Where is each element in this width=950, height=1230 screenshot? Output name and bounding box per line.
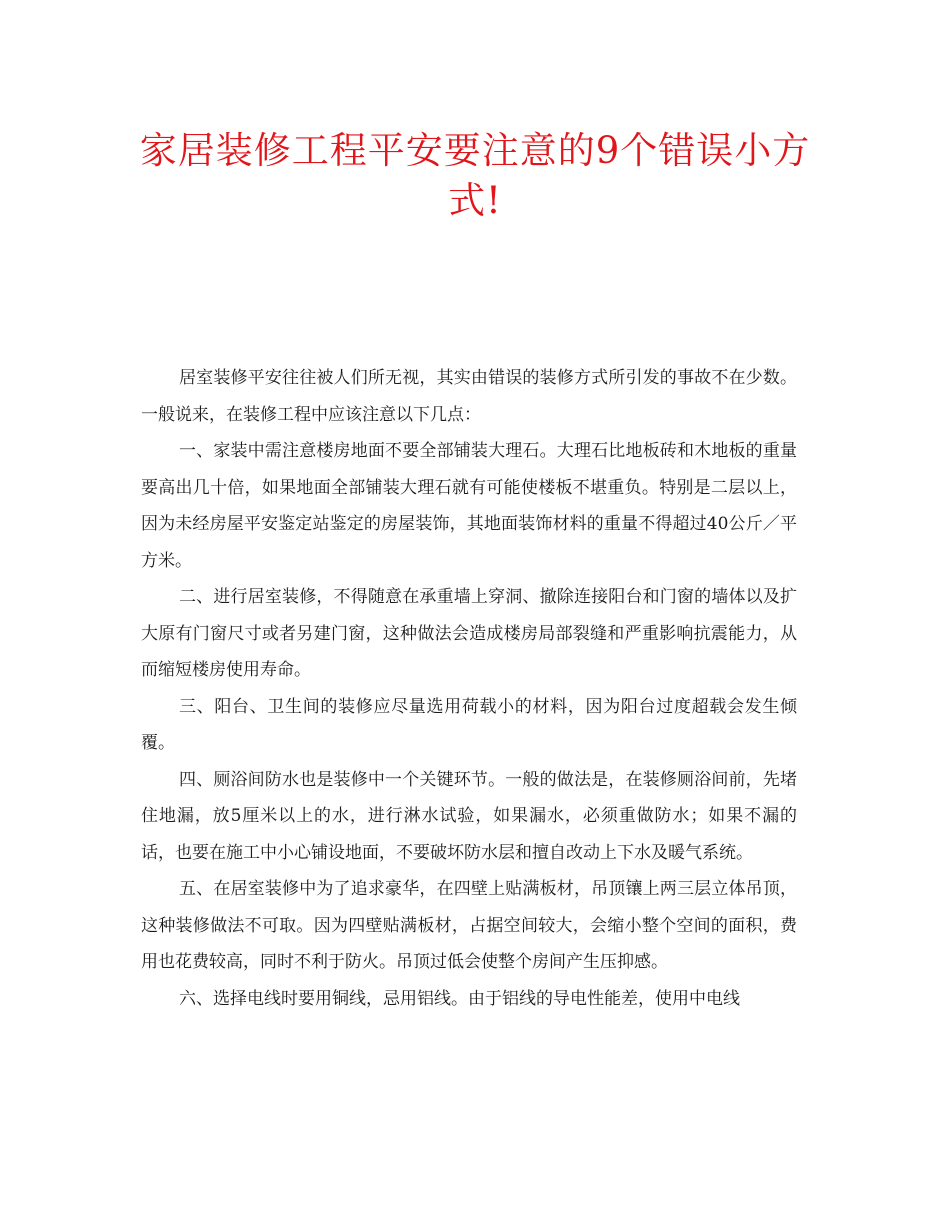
paragraph-item-2: 二、进行居室装修，不得随意在承重墙上穿洞、撤除连接阳台和门窗的墙体以及扩大原有门窗尺寸或者另建门窗，这种做法会造成楼房局部裂缝和严重影响抗震能力，从而缩短楼房使用寿命。 [141, 587, 797, 680]
paragraph-item-1: 一、家装中需注意楼房地面不要全部铺装大理石。大理石比地板砖和木地板的重量要高出几十倍，如果地面全部铺装大理石就有可能使楼板不堪重负。特别是二层以上，因为未经房屋平安鉴定站鉴定的房屋装饰，其地面装饰材料的重量不得超过40公斤／平方米。 [141, 441, 797, 571]
paragraph-item-6: 六、选择电线时要用铜线，忌用铝线。由于铝线的导电性能差，使用中电线 [179, 988, 740, 1009]
paragraph-item-4: 四、厕浴间防水也是装修中一个关键环节。一般的做法是，在装修厕浴间前，先堵住地漏，放5厘米以上的水，进行淋水试验，如果漏水，必须重做防水；如果不漏的话，也要在施工中小心铺设地面，不要破坏防水层和擅自改动上下水及暖气系统。 [141, 769, 797, 863]
paragraph-intro: 居室装修平安往往被人们所无视，其实由错误的装修方式所引发的事故不在少数。一般说来，在装修工程中应该注意以下几点： [141, 368, 797, 425]
document-title: 家居装修工程平安要注意的9个错误小方式! [139, 129, 811, 222]
paragraph-item-3: 三、阳台、卫生间的装修应尽量选用荷载小的材料，因为阳台过度超载会发生倾覆。 [141, 696, 797, 753]
document-body [141, 360, 797, 1017]
paragraph-item-5: 五、在居室装修中为了追求豪华，在四壁上贴满板材，吊顶镶上两三层立体吊顶，这种装修做法不可取。因为四壁贴满板材，占据空间较大，会缩小整个空间的面积，费用也花费较高，同时不利于防火。吊顶过低会使整个房间产生压抑感。 [141, 879, 797, 972]
